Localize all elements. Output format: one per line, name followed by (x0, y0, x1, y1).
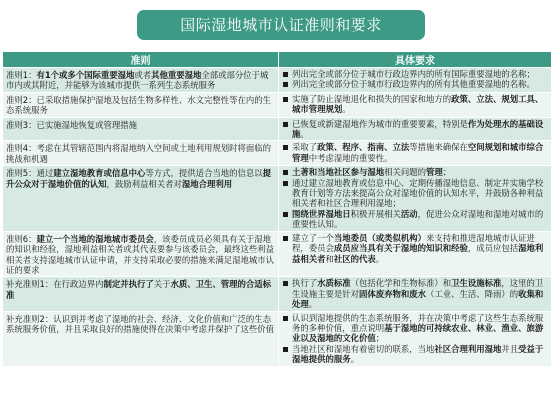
bold-text: 政策、立法、规划工具、城市管理规划 (292, 93, 544, 115)
text-run: 或者 (134, 70, 152, 80)
text-run: 。 (300, 129, 309, 140)
bold-text: 制定并执行了 (103, 279, 154, 290)
text-run: ，成员应包括 (467, 243, 519, 254)
table-row (3, 277, 552, 311)
text-run: 中考虑湿地的重要性。 (308, 152, 393, 163)
text-run: 。 (375, 253, 385, 264)
bold-text: 有1个或多个国际重要湿地 (36, 70, 135, 80)
text-run: 等措施来确保在 (409, 142, 468, 153)
text-run: （工业、生活、降雨）的 (426, 288, 519, 299)
text-run: 关于 (153, 279, 171, 290)
text-run: 积极开展相关 (350, 208, 401, 219)
page-title: 国际湿地城市认证准则和要求 (137, 10, 425, 40)
text-run: 等方式，提供适合当地的信息以 (145, 168, 263, 179)
criterion-cell (3, 117, 279, 141)
requirements-cell (279, 68, 552, 93)
text-run: 来支持和推进湿地城市认证进程，委员会 (292, 232, 535, 254)
requirements-list (282, 233, 548, 264)
criterion-cell (3, 68, 279, 93)
table-row (3, 311, 552, 366)
text-run: 全部或部分位于城市内或其附近，并能够为该城市提供一系列生态系统服务 (6, 70, 269, 91)
text-run: 补充准则2：认识到并考虑了湿地的社会、经济、文化价值和广泛的生态系统服务价值，并且采取良好的措施使得在决策中考虑并保护了这些价值 (6, 313, 274, 334)
text-run: 实施了防止湿地退化和损失的国家和地方的 (292, 93, 452, 104)
text-run: 和 (325, 253, 334, 264)
bold-text: 卫生设施标准 (451, 278, 502, 289)
requirement-item (282, 142, 548, 163)
requirement-item (282, 119, 548, 140)
text-run: 准则5：通过 (6, 168, 54, 179)
text-run: ，该委员成员必须具有关于湿地的知识和经验，湿地利益相关者或其代表要参与该委员会，最终这些利益相关者支持湿地城市认证申请，并支持采取必要的措施来满足湿地城市认证的要求 (6, 233, 274, 275)
text-run: 。 (308, 299, 318, 310)
requirements-cell (279, 141, 552, 166)
text-run: 认识到湿地提供的生态系统服务，并在决策中考虑了这些生态系统服务的多种价值，重点说明 (292, 312, 544, 333)
text-run: 相关问题的 (384, 167, 426, 178)
table-row (3, 166, 552, 231)
text-run: 。 (342, 104, 351, 115)
bold-text: 活动 (400, 208, 418, 219)
table-row (3, 92, 552, 117)
text-run: 采取了 (292, 142, 318, 153)
text-run: ，促进公众对湿地和湿地对城市的重要性认知。 (292, 208, 544, 230)
requirement-item (282, 313, 548, 344)
bold-text: 提升公众对于湿地价值的认知 (6, 168, 271, 189)
requirements-list (282, 313, 548, 365)
requirement-item (282, 178, 548, 209)
bold-text: 水质标准 (317, 278, 351, 289)
requirement-item (282, 167, 548, 177)
bold-text: 湿地合理利用 (181, 178, 233, 189)
requirement-item (282, 209, 548, 230)
bold-text: 受益于湿地提供的服务 (292, 343, 544, 365)
bold-text: 土著和当地社区参与湿地 (292, 167, 385, 178)
requirements-cell (279, 231, 552, 277)
bold-text: 作为处理水的基础设施 (292, 118, 544, 140)
text-run: 准则1： (6, 70, 37, 80)
text-run: 准则4：考虑在其管辖范围内将湿地纳入空间或土地利用规划时将面临的挑战和机遇 (6, 143, 271, 164)
header-criteria: 准则 (3, 52, 279, 68)
text-run: ，鼓励利益相关者对 (106, 178, 182, 189)
text-run: 通过建立湿地教育或信息中心、定期传播湿地信息、制定并实施学校教育计划等方法来提高公众对湿地价值的认知水平，并鼓励各种利益相关者和社区合理利用湿地； (292, 177, 544, 209)
requirement-item (282, 94, 548, 115)
requirements-cell (279, 166, 552, 231)
table-row (3, 141, 552, 166)
text-run: 已恢复或新建湿地作为城市的重要要素，特别是 (292, 118, 468, 129)
text-run: 列出完全或部分位于城市行政边界内的所有国际重要湿地的名称； (292, 69, 535, 79)
criterion-cell (3, 166, 279, 231)
bold-text: 管理 (426, 167, 443, 178)
bold-text: 成员应当具有关于湿地的知识和经验 (333, 243, 468, 254)
requirements-cell (279, 117, 552, 141)
header-requirements: 具体要求 (279, 52, 552, 68)
bold-text: 社区的代表 (333, 253, 376, 264)
text-run: 执行了 (292, 278, 318, 289)
table-row (3, 68, 552, 93)
text-run: 建立了一个 (292, 232, 334, 243)
criterion-cell (3, 231, 279, 277)
criterion-cell (3, 141, 279, 166)
bold-text: 建立一个当地的湿地城市委员会 (36, 233, 154, 244)
text-run: ，这里的卫生设施主要是针对 (292, 278, 544, 299)
bold-text: 水质、卫生、管理的合适标准 (6, 279, 271, 300)
requirements-cell (279, 277, 552, 311)
text-run: ； (442, 167, 452, 178)
bold-text: 社区合理利用湿地 (434, 343, 502, 354)
bold-text: 收集和处理 (292, 288, 544, 310)
text-run: 准则2：已采取措施保护湿地及包括生物多样性、水文完整性等在内的生态系统服务 (6, 94, 271, 116)
requirement-item (282, 69, 548, 79)
requirements-cell (279, 92, 552, 117)
text-run: 准则3：已实施湿地恢复或管理措施 (6, 119, 137, 130)
requirements-list (282, 69, 548, 90)
requirements-list (282, 94, 548, 115)
bold-text: 湿地利益相关者 (292, 243, 544, 264)
text-run: 并且 (501, 343, 519, 354)
requirements-list (282, 119, 548, 140)
requirement-item (282, 344, 548, 365)
text-run: 。 (350, 354, 359, 365)
criterion-cell (3, 277, 279, 311)
text-run: 准则6： (6, 233, 37, 244)
bold-text: 固体废弃物和废水 (359, 288, 426, 299)
table-row (3, 117, 552, 141)
bold-text: 政策、程序、指南、立法 (317, 142, 410, 153)
text-run: （包括化学和生物标准）和 (350, 278, 452, 289)
requirement-item (282, 233, 548, 264)
bold-text: 围绕世界湿地日 (292, 208, 351, 219)
criterion-cell (3, 92, 279, 117)
requirements-cell (279, 311, 552, 366)
table-body (3, 68, 552, 367)
requirement-item (282, 79, 548, 89)
requirement-item (282, 278, 548, 309)
text-run: 列出完全或部分位于城市行政边界内的所有其他重要湿地的名称。 (292, 79, 535, 90)
text-run: 补充准则1：在行政边界内 (6, 279, 104, 290)
table-row (3, 231, 552, 277)
requirements-list (282, 142, 548, 163)
criterion-cell (3, 311, 279, 366)
criteria-table (2, 51, 552, 367)
bold-text: 其他重要湿地 (151, 70, 202, 80)
requirements-list (282, 278, 548, 309)
bold-text: 空间规划和城市综合管理 (292, 142, 544, 163)
requirements-list (282, 167, 548, 229)
text-run: 当地社区和湿地有着密切的联系，当地 (292, 343, 435, 354)
bold-text: 当地委员（或类似机构） (333, 232, 426, 243)
bold-text: 建立湿地教育或信息中心 (53, 168, 146, 179)
bold-text: 基于湿地的可持续农业、林业、渔业、旅游业以及湿地的文化价值 (292, 322, 544, 344)
text-run: ； (375, 333, 385, 344)
